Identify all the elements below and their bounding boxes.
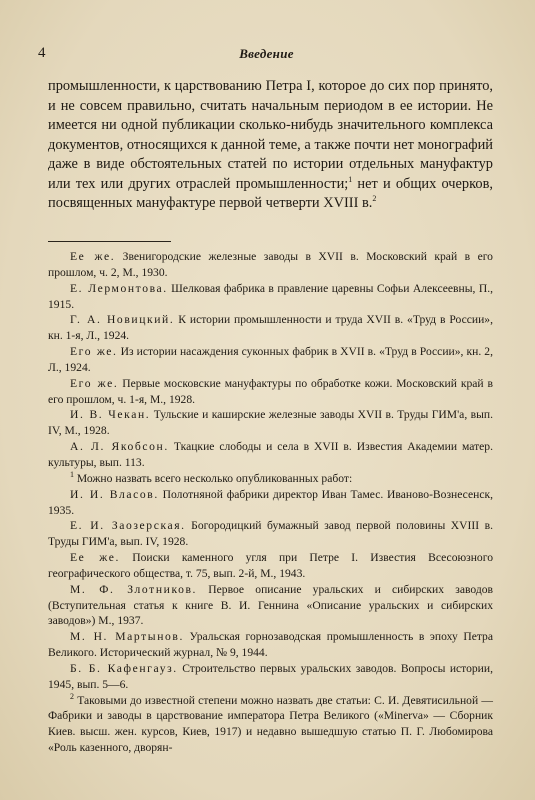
footnote-text: Таковыми до известной степени можно назвать две статьи: С. И. Девятисильной — Фабрики и заводы в царствование императора Петра Великого («Minerva» — Сборник Киев. высш. жен. курсов, Киев, 1917) и недавно вышедшую статью П. Г. Любомирова «Роль казенного, дворян- [48,693,493,755]
footnote-author: А. Л. Якобсон. [70,440,169,454]
footnote-entry [48,249,493,281]
footnote-text: Ткацкие слободы и села в XVII в. Известия Академии матер. культуры, вып. 113. [48,440,493,469]
footnote-text: Уральская горнозаводская промышленность в эпоху Петра Великого. Исторический журнал, № 9, 1944. [48,630,493,660]
footnote-entry [48,518,493,550]
footnotes [48,249,493,756]
footnote-text: Богородицкий бумажный завод первой половины XVIII в. Труды ГИМ'а, вып. IV, 1928. [48,519,493,549]
footnote-text: Звенигородские железные заводы в XVII в. Московский край в его прошлом, ч. 2, М., 1930. [48,250,493,279]
footnote-author: М. Н. Мартынов. [70,630,184,644]
footnote-entry [48,693,493,756]
footnote-ref-2: 2 [372,194,377,204]
footnote-entry [48,407,493,439]
footnote-entry [48,312,493,344]
footnote-author: И. В. Чекан. [70,408,151,422]
footnote-text: Первое описание уральских и сибирских заводов (Вступительная статья к книге В. И. Геннина «Описание уральских и сибирских заводов») М., 1937. [48,582,493,628]
footnote-entry [48,344,493,376]
footnote-marker: 1 [70,469,74,479]
footnote-author: Е. Лермонтова. [70,281,168,295]
footnote-author: Г. А. Новицкий. [70,313,175,327]
footnote-author: Его же. [70,345,118,359]
page-header [38,45,495,65]
footnote-entry [48,661,493,693]
footnote-entry [48,281,493,313]
footnote-entry [48,439,493,471]
running-title: Введение [239,46,294,61]
footnote-entry [48,471,493,487]
footnote-text: Полотняной фабрики директор Иван Тамес. Иваново-Вознесенск, 1935. [48,487,493,517]
page-number: 4 [38,45,46,61]
footnote-text: Поиски каменного угля при Петре I. Известия Всесоюзного географического общества, т. 75, вып. 2-й, М., 1943. [48,551,493,580]
footnote-divider [48,241,171,242]
footnote-text: К истории промышленности и труда XVII в. «Труд в России», кн. 1-я, Л., 1924. [48,313,493,343]
footnote-author: Б. Б. Кафенгауз. [70,661,178,675]
footnote-entry [48,582,493,630]
footnote-text: Строительство первых уральских заводов. Вопросы истории, 1945, вып. 5—6. [48,661,493,691]
footnote-entry [48,376,493,408]
footnote-text: Первые московские мануфактуры по обработке кожи. Московский край в его прошлом, ч. 1-я, М., 1928. [48,376,493,406]
footnote-author: Его же. [70,376,119,390]
footnote-text: Из истории насаждения суконных фабрик в XVII в. «Труд в России», кн. 2, Л., 1924. [48,345,493,374]
footnote-marker: 2 [70,691,74,701]
footnote-text: Можно назвать всего несколько опубликованных работ: [74,471,353,485]
footnote-ref-1: 1 [348,174,353,184]
footnote-author: Ее же. [70,551,120,565]
footnote-text: Шелковая фабрика в правление царевны Софьи Алексеевны, П., 1915. [48,281,493,311]
footnote-text: Тульские и каширские железные заводы XVII в. Труды ГИМ'а, вып. IV, М., 1928. [48,408,493,438]
footnote-author: Ее же. [70,250,116,263]
main-text [48,77,493,214]
footnote-author: И. И. Власов. [70,487,159,501]
footnote-entry [48,550,493,582]
footnote-author: М. Ф. Злотников. [70,582,198,596]
footnote-entry [48,629,493,661]
footnote-entry [48,487,493,519]
footnote-author: Е. И. Заозерская. [70,519,186,533]
main-paragraph: промышленности, к царствованию Петра I, которое до сих пор принято, и не совсем правильно, считать начальным периодом в ее истории. Не имеется ни одной публикации сколько-нибудь значительного комплекса документов, относящихся к данной теме, а также почти нет монографий даже в виде обстоятельных статей по истории отдельных мануфактур или тех или других отраслей промышленности;$^1$ нет и общих очерков, посвященных мануфактуре первой четверти XVIII в.$^2$ [48,78,493,211]
